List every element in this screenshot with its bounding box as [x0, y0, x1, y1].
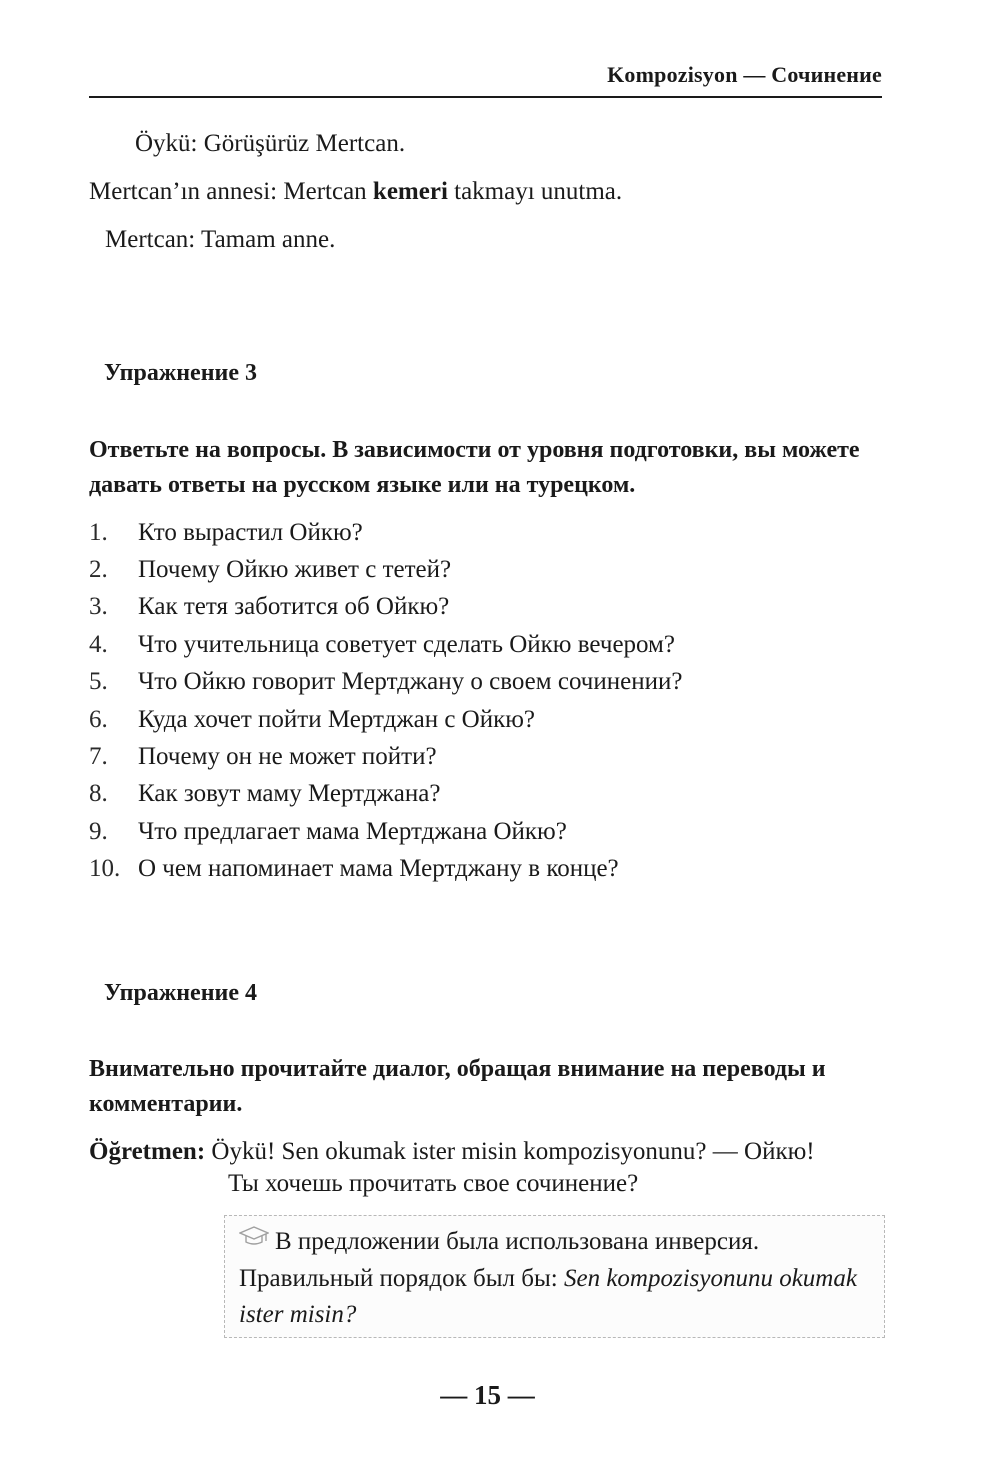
dialog-text: Görüşürüz Mertcan. [203, 130, 406, 157]
question-number: 1. [89, 518, 108, 546]
exercise3-title: Упражнение 3 [104, 360, 258, 386]
question-text: Почему Ойкю живет с тетей? [138, 556, 452, 584]
question-number: 4. [89, 630, 108, 658]
dialog-line-oyku [135, 130, 405, 158]
comment-plain-text: В предложении была использована инверсия. Правильный порядок был бы: [239, 1228, 760, 1293]
dialog-line-mertcan-mother [89, 178, 622, 206]
list-item [89, 813, 682, 850]
dialog-text: Tamam anne. [201, 226, 336, 253]
question-text: О чем напоминает мама Мертджану в конце? [138, 855, 619, 883]
list-item [89, 738, 682, 775]
list-item [89, 626, 682, 663]
exercise4-title: Упражнение 4 [104, 980, 258, 1006]
teacher-speaker: Öğretmen: [89, 1138, 206, 1165]
question-number: 10. [89, 855, 121, 883]
question-number: 5. [89, 668, 108, 696]
exercise3-instruction: Ответьте на вопросы. В зависимости от уровня подготовки, вы можете давать ответы на русском языке или на турецком. [89, 437, 860, 498]
comment-box [224, 1215, 885, 1338]
question-number: 8. [89, 780, 108, 808]
exercise4-instruction: Внимательно прочитайте диалог, обращая внимание на переводы и комментарии. [89, 1056, 826, 1117]
dialog-text: Mertcan [283, 178, 367, 205]
question-text: Как зовут маму Мертджана? [138, 780, 441, 808]
teacher-line [89, 1133, 815, 1171]
question-number: 9. [89, 817, 108, 845]
teacher-text: Öykü! Sen okumak ister misin kompozisyonunu? — Ойкю! [211, 1138, 815, 1165]
graduation-cap-icon [239, 1222, 269, 1258]
list-item [89, 776, 682, 813]
teacher-translation: Ты хочешь прочитать свое сочинение? [228, 1170, 639, 1197]
question-number: 2. [89, 556, 108, 584]
comment-text [239, 1224, 879, 1333]
dialog-bold-word: kemeri [372, 178, 448, 205]
question-number: 7. [89, 743, 108, 771]
list-item [89, 851, 682, 888]
list-item [89, 514, 682, 551]
question-text: Что учительница советует сделать Ойкю вечером? [138, 630, 675, 658]
question-list [89, 514, 682, 888]
comment-italic-text: Sen kompozisyonunu okumak ister misin? [239, 1265, 857, 1329]
question-number: 6. [89, 705, 108, 733]
question-text: Что предлагает мама Мертджана Ойкю? [138, 817, 567, 845]
list-item [89, 701, 682, 738]
dialog-text: takmayı unutma. [454, 178, 623, 205]
dialog-speaker: Mertcan’ın annesi: [89, 178, 278, 205]
dialog-speaker: Öykü: [135, 130, 198, 157]
question-text: Что Ойкю говорит Мертджану о своем сочинении? [138, 668, 683, 696]
dialog-line-mertcan [105, 226, 335, 254]
list-item [89, 589, 682, 626]
question-text: Кто вырастил Ойкю? [138, 518, 363, 546]
list-item [89, 664, 682, 701]
running-header-title: Kompozisyon — Сочинение [607, 62, 882, 87]
question-text: Почему он не может пойти? [138, 743, 437, 771]
question-text: Как тетя заботится об Ойкю? [138, 593, 450, 621]
page-number: — 15 — [440, 1380, 535, 1410]
header-rule [89, 96, 882, 98]
question-number: 3. [89, 593, 108, 621]
dialog-speaker: Mertcan: [105, 226, 196, 253]
question-text: Куда хочет пойти Мертджан с Ойкю? [138, 705, 536, 733]
list-item [89, 551, 682, 588]
